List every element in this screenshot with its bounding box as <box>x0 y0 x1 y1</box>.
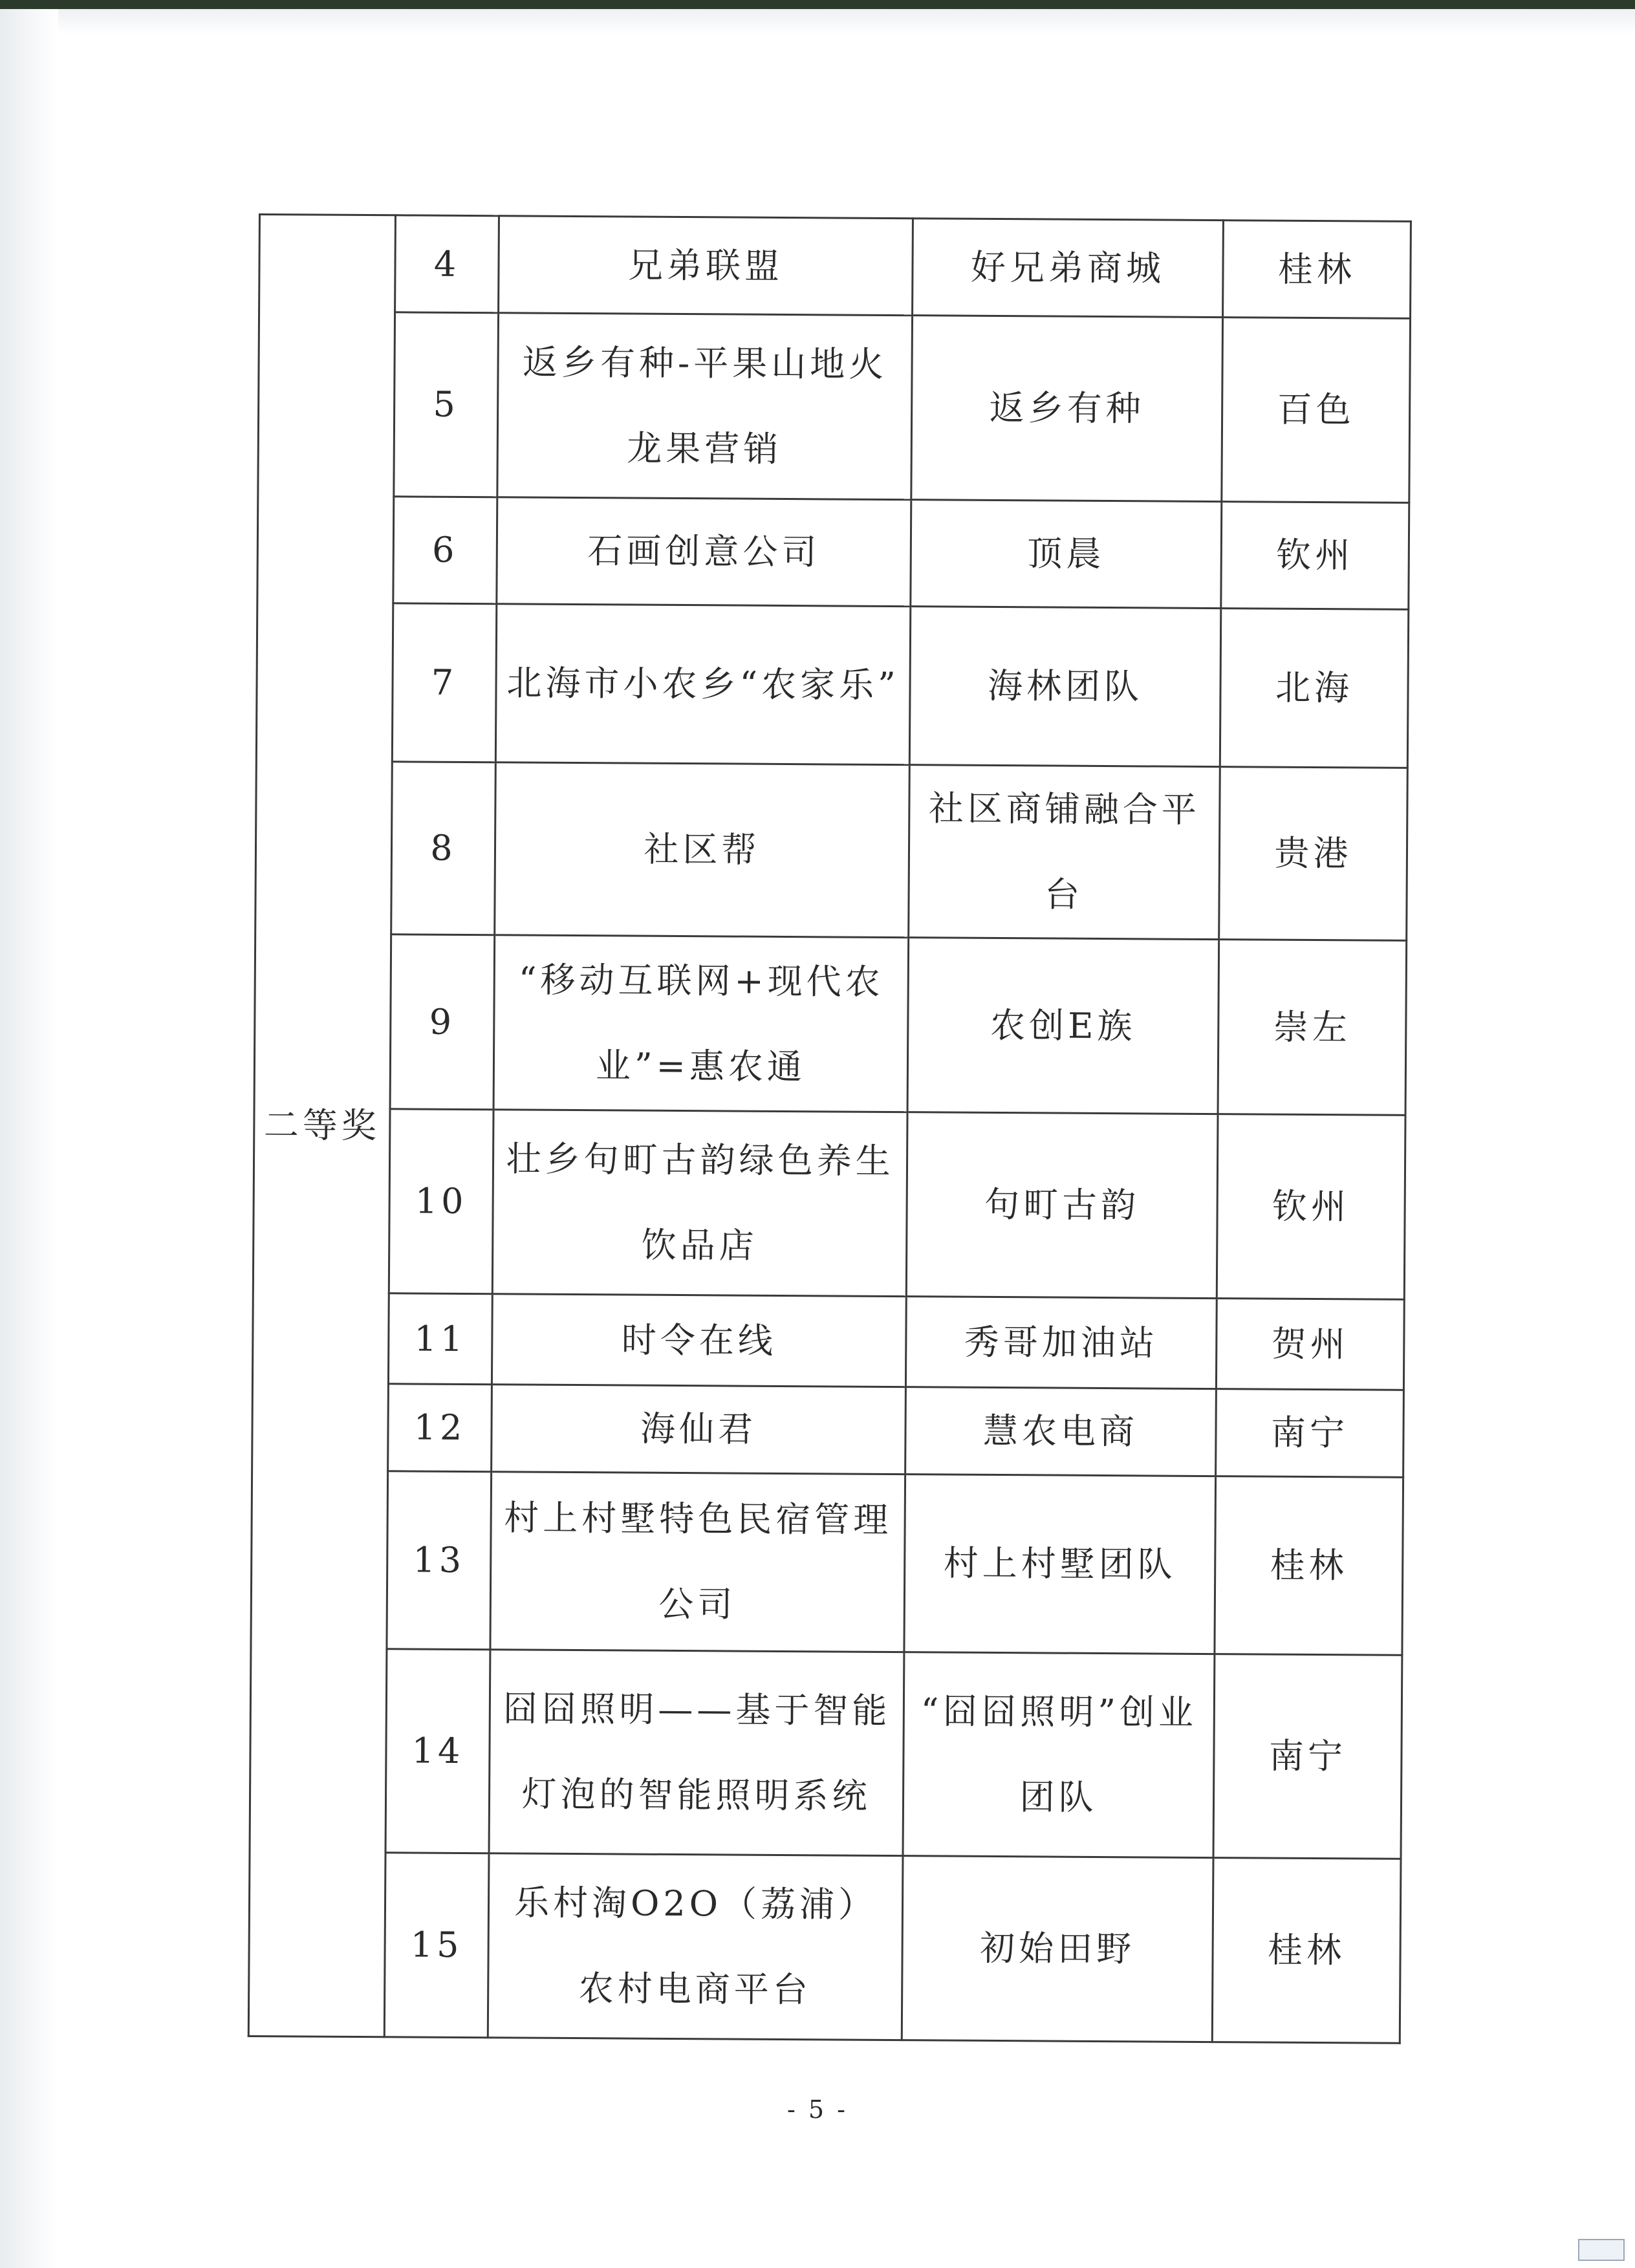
project-name-cell: 海仙君 <box>492 1385 906 1474</box>
table-row <box>252 1292 1404 1390</box>
project-name-cell: 社区帮 <box>495 762 910 938</box>
team-name-cell: 初始田野 <box>902 1856 1213 2042</box>
scan-left-shadow <box>0 9 58 2268</box>
team-name-cell: “囧囧照明”创业团队 <box>903 1652 1215 1858</box>
city-cell: 北海 <box>1220 609 1408 768</box>
row-number-cell: 7 <box>392 603 496 762</box>
city-cell: 桂林 <box>1212 1858 1401 2044</box>
project-name-cell: 石画创意公司 <box>497 497 911 607</box>
team-name-cell: 社区商铺融合平台 <box>909 765 1220 940</box>
project-name-cell: 北海市小农乡“农家乐” <box>495 604 910 765</box>
table-row <box>256 602 1408 768</box>
team-name-cell: 秀哥加油站 <box>905 1297 1217 1389</box>
row-number-cell: 5 <box>394 312 499 497</box>
team-name-cell: 海林团队 <box>909 607 1220 767</box>
row-number-cell: 6 <box>393 497 497 604</box>
awards-table <box>248 213 1412 2044</box>
project-name-cell: 囧囧照明——基于智能灯泡的智能照明系统 <box>489 1650 904 1856</box>
team-name-cell: 返乡有种 <box>911 316 1223 502</box>
table-row <box>254 933 1407 1115</box>
team-name-cell: 村上村墅团队 <box>904 1474 1216 1654</box>
prize-category-cell: 二等奖 <box>248 215 395 2037</box>
row-number-cell: 12 <box>388 1384 492 1472</box>
row-number-cell: 11 <box>388 1293 492 1385</box>
row-number-cell: 15 <box>384 1853 489 2038</box>
table-row <box>258 312 1411 503</box>
city-cell: 南宁 <box>1213 1654 1402 1859</box>
table-row <box>253 1108 1405 1299</box>
team-name-cell: 句町古韵 <box>906 1112 1218 1299</box>
page-number: - 5 - <box>786 2095 848 2124</box>
team-name-cell: 好兄弟商城 <box>913 219 1224 318</box>
city-cell: 钦州 <box>1217 1114 1405 1300</box>
row-number-cell: 9 <box>390 934 495 1110</box>
row-number-cell: 4 <box>395 215 499 313</box>
table-row <box>255 761 1408 940</box>
row-number-cell: 14 <box>385 1649 490 1853</box>
document-page <box>248 213 1412 2044</box>
row-number-cell: 13 <box>387 1471 492 1650</box>
city-cell: 桂林 <box>1215 1476 1403 1656</box>
table-row <box>250 1648 1402 1859</box>
scan-top-shadow <box>58 9 1635 35</box>
city-cell: 贵港 <box>1219 767 1408 941</box>
city-cell: 贺州 <box>1216 1299 1404 1390</box>
city-cell: 南宁 <box>1216 1389 1404 1478</box>
table-row <box>257 496 1409 610</box>
row-number-cell: 10 <box>389 1109 493 1294</box>
row-number-cell: 8 <box>391 762 496 935</box>
project-name-cell: 村上村墅特色民宿管理公司 <box>490 1472 905 1652</box>
city-cell: 崇左 <box>1218 940 1407 1116</box>
table-row <box>251 1470 1403 1655</box>
city-cell: 桂林 <box>1223 221 1411 319</box>
project-name-cell: 返乡有种-平果山地火龙果营销 <box>497 313 913 500</box>
table-row <box>252 1383 1404 1477</box>
scan-top-band <box>0 0 1635 9</box>
project-name-cell: 时令在线 <box>492 1294 906 1387</box>
table-row <box>259 215 1411 319</box>
scanner-stamp <box>1578 2239 1625 2261</box>
project-name-cell: “移动互联网+现代农业”=惠农通 <box>493 935 909 1112</box>
team-name-cell: 慧农电商 <box>905 1387 1217 1476</box>
project-name-cell: 壮乡句町古韵绿色养生饮品店 <box>492 1110 907 1297</box>
team-name-cell: 顶晨 <box>911 500 1222 609</box>
table-row <box>248 1852 1401 2043</box>
project-name-cell: 乐村淘O2O（荔浦）农村电商平台 <box>488 1853 903 2040</box>
team-name-cell: 农创E族 <box>907 938 1219 1114</box>
project-name-cell: 兄弟联盟 <box>499 216 913 316</box>
city-cell: 百色 <box>1222 318 1411 503</box>
city-cell: 钦州 <box>1221 502 1409 610</box>
